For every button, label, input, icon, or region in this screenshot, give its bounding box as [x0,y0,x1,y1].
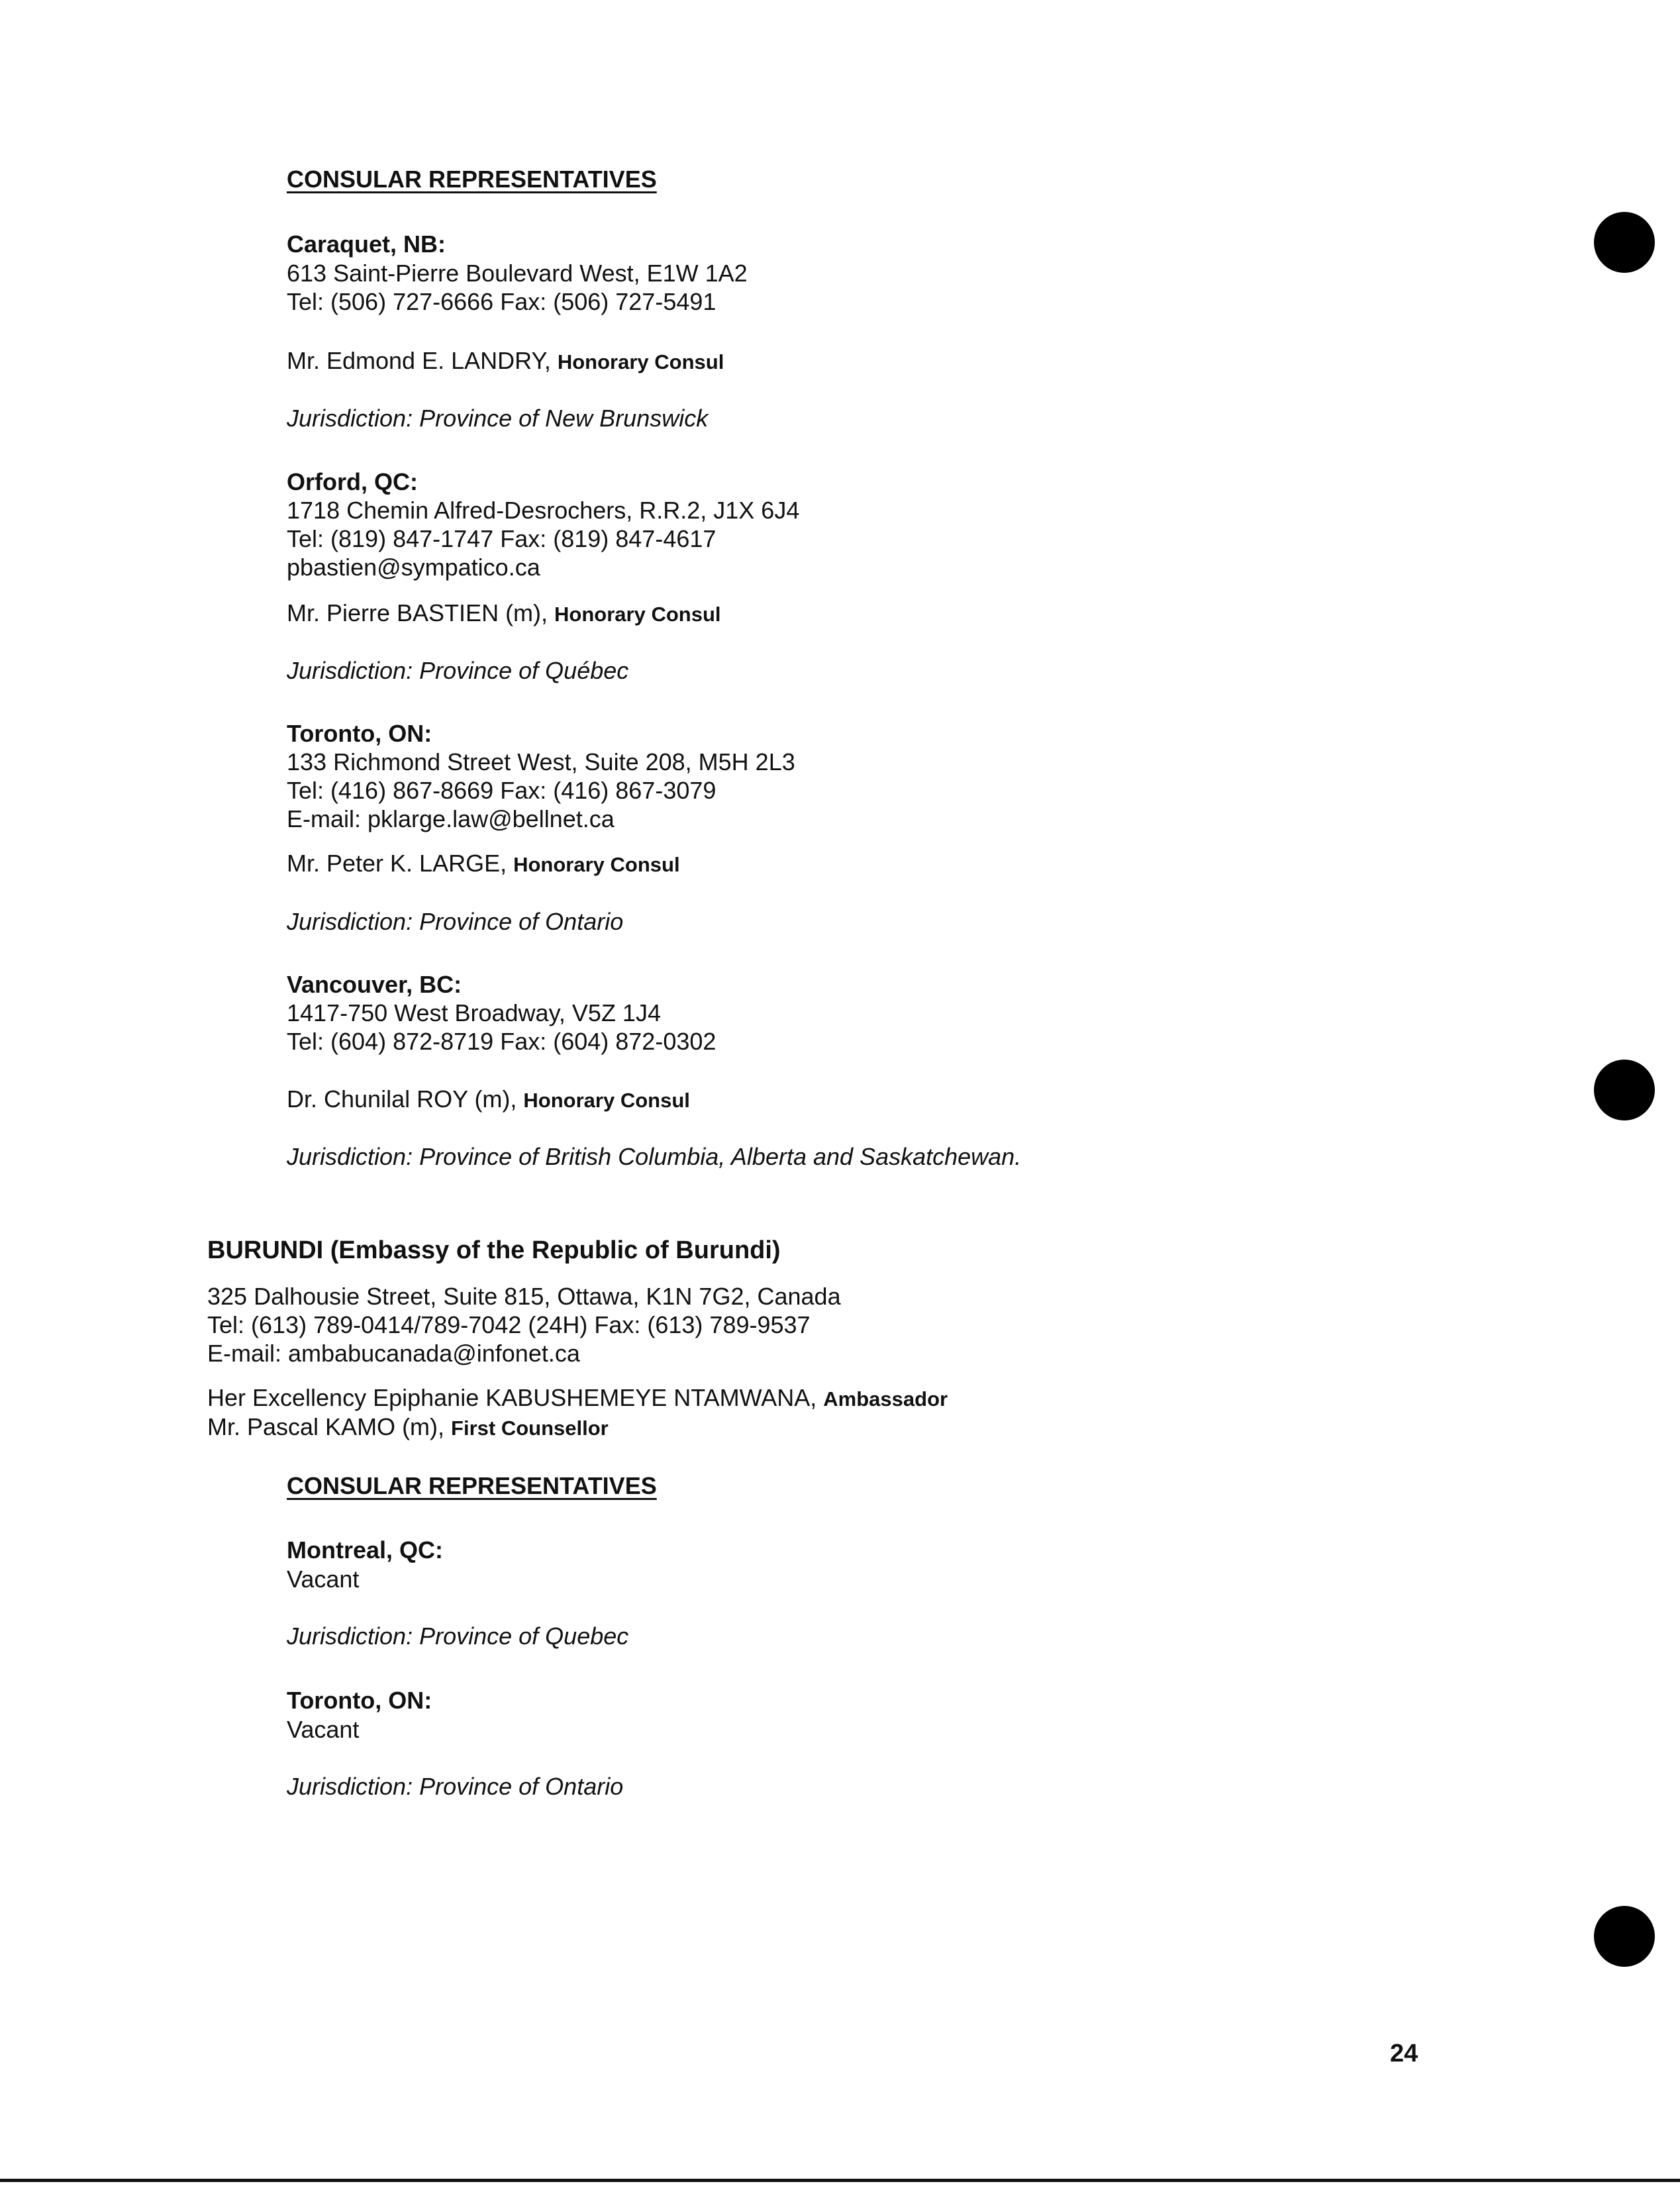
city-heading: Toronto, ON: [287,1687,432,1714]
address-line: 1417-750 West Broadway, V5Z 1J4 [287,999,661,1026]
consul-title: Honorary Consul [523,1089,690,1112]
consular-representatives-header: CONSULAR REPRESENTATIVES [287,1472,657,1499]
scan-edge-line [0,2179,1680,2182]
city-heading: Caraquet, NB: [287,230,446,258]
status-line: Vacant [287,1716,360,1743]
address-line: 325 Dalhousie Street, Suite 815, Ottawa, K1N 7G2, Canada [207,1283,841,1310]
city-heading: Orford, QC: [287,468,418,495]
consul-title: Honorary Consul [554,603,721,626]
jurisdiction-line: Jurisdiction: Province of Québec [287,657,629,684]
binder-hole [1594,212,1655,273]
consul-line [287,1085,690,1115]
staff-title: Ambassador [823,1387,948,1411]
address-line: 613 Saint-Pierre Boulevard West, E1W 1A2 [287,260,748,287]
staff-title: First Counsellor [451,1417,609,1440]
address-line: 133 Richmond Street West, Suite 208, M5H 2L3 [287,748,795,775]
city-heading: Montreal, QC: [287,1536,444,1564]
consul-name: Dr. Chunilal ROY (m), [287,1085,524,1113]
consular-representatives-header: CONSULAR REPRESENTATIVES [287,166,657,193]
staff-line [207,1384,948,1413]
country-heading: BURUNDI (Embassy of the Republic of Burundi) [207,1236,781,1264]
consul-title: Honorary Consul [557,350,724,373]
jurisdiction-line: Jurisdiction: Province of Ontario [287,908,624,935]
phone-line: Tel: (819) 847-1747 Fax: (819) 847-4617 [287,525,716,552]
consul-name: Mr. Pierre BASTIEN (m), [287,599,555,626]
consul-title: Honorary Consul [513,853,680,876]
consul-line [287,347,724,376]
staff-line [207,1413,609,1442]
email-line: E-mail: pklarge.law@bellnet.ca [287,805,615,832]
jurisdiction-line: Jurisdiction: Province of British Columbia, Alberta and Saskatchewan. [287,1143,1022,1170]
phone-line: Tel: (613) 789-0414/789-7042 (24H) Fax: (613) 789-9537 [207,1311,811,1338]
staff-name: Her Excellency Epiphanie KABUSHEMEYE NTAMWANA, [207,1384,824,1411]
jurisdiction-line: Jurisdiction: Province of Quebec [287,1622,629,1650]
phone-line: Tel: (604) 872-8719 Fax: (604) 872-0302 [287,1028,716,1055]
email-line: E-mail: ambabucanada@infonet.ca [207,1340,580,1367]
consul-name: Mr. Edmond E. LANDRY, [287,347,558,374]
email-line: pbastien@sympatico.ca [287,554,540,581]
city-heading: Vancouver, BC: [287,971,462,998]
binder-hole [1594,1906,1655,1967]
jurisdiction-line: Jurisdiction: Province of Ontario [287,1773,624,1800]
status-line: Vacant [287,1566,360,1593]
phone-line: Tel: (506) 727-6666 Fax: (506) 727-5491 [287,288,716,315]
page-number: 24 [1390,2040,1418,2067]
consul-name: Mr. Peter K. LARGE, [287,850,514,877]
staff-name: Mr. Pascal KAMO (m), [207,1413,452,1440]
city-heading: Toronto, ON: [287,720,432,747]
consul-line [287,850,680,879]
phone-line: Tel: (416) 867-8669 Fax: (416) 867-3079 [287,777,716,804]
jurisdiction-line: Jurisdiction: Province of New Brunswick [287,405,709,432]
address-line: 1718 Chemin Alfred-Desrochers, R.R.2, J1X 6J4 [287,497,800,524]
binder-hole [1594,1060,1655,1120]
consul-line [287,599,721,628]
